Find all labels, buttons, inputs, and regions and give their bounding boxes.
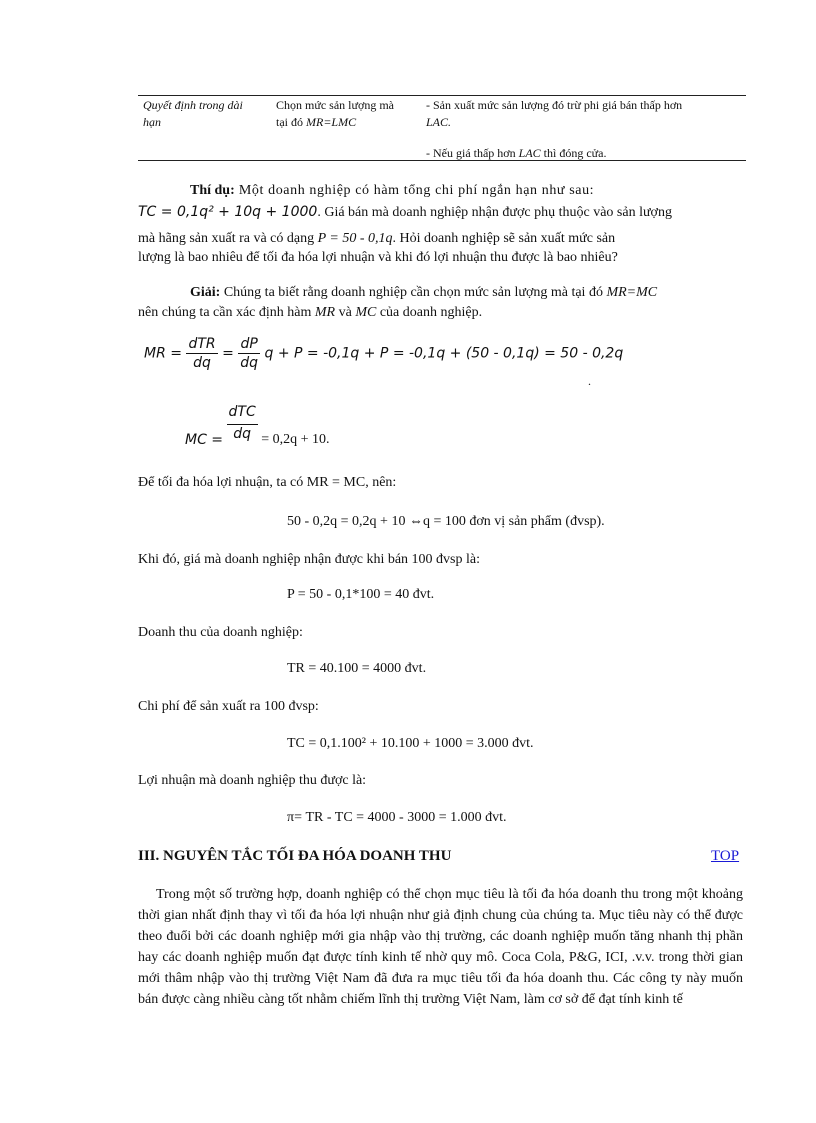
solution-line2-prefix: nên chúng ta cần xác định hàm xyxy=(138,305,315,320)
example-line-3 xyxy=(138,230,615,248)
example-line-4: lượng là bao nhiêu để tối đa hóa lợi nhuận và khi đó lợi nhuận thu được là bao nhiêu? xyxy=(138,250,618,265)
table-cell-rule xyxy=(276,97,424,131)
section-heading: III. NGUYÊN TẮC TỐI ĐA HÓA DOANH THU xyxy=(138,848,452,864)
step-1-equation: 50 - 0,2q = 0,2q + 10 ⇔q = 100 đơn vị sản phẩm (đvsp). xyxy=(287,514,605,529)
mc-rest: = 0,2q + 10. xyxy=(261,432,330,447)
stray-mark: . xyxy=(588,374,591,388)
step-2-equation: P = 50 - 0,1*100 = 40 đvt. xyxy=(287,587,435,602)
solution-mc: MC xyxy=(355,305,377,320)
table-cell-action xyxy=(426,97,746,131)
solution-line-2 xyxy=(138,304,482,322)
mr-equation xyxy=(144,336,623,371)
table-cell-decision xyxy=(143,97,268,131)
table-cell-decision-line2: hạn xyxy=(143,115,161,129)
table-bottom-rule xyxy=(138,160,746,161)
table-cell-action-line3-prefix: - Nếu giá thấp hơn xyxy=(426,146,519,160)
example-price-function: P = 50 - 0,1q xyxy=(317,231,393,246)
step-4-equation: TC = 0,1.100² + 10.100 + 1000 = 3.000 đvt. xyxy=(287,736,534,751)
solution-mr-mc: MR=MC xyxy=(606,285,658,300)
mc-fraction-dtc-dq xyxy=(227,404,258,450)
mr-frac2-num: dP xyxy=(240,336,258,352)
mr-eq-sign: = xyxy=(222,345,234,362)
example-text-2: . Giá bán mà doanh nghiệp nhận được phụ thuộc vào sản lượng xyxy=(317,205,672,220)
table-cell-action-line1: - Sản xuất mức sản lượng đó trừ phi giá bán thấp hơn xyxy=(426,98,683,112)
solution-text-1: Chúng ta biết rằng doanh nghiệp cần chọn mức sản lượng mà tại đó xyxy=(220,285,607,300)
table-top-rule xyxy=(138,95,746,96)
solution-line2-suffix: của doanh nghiệp. xyxy=(376,305,483,320)
table-cell-decision-line1: Quyết định trong dài xyxy=(143,98,243,112)
mc-lhs: MC = xyxy=(185,432,224,448)
solution-line-1 xyxy=(190,284,657,302)
step-1-text: Để tối đa hóa lợi nhuận, ta có MR = MC, nên: xyxy=(138,475,397,490)
tc-formula: TC = 0,1q² + 10q + 1000 xyxy=(138,204,318,220)
top-link[interactable]: TOP xyxy=(711,848,740,864)
step-4-text: Chi phí để sản xuất ra 100 đvsp: xyxy=(138,699,319,714)
mr-frac1-den: dq xyxy=(186,353,217,371)
section-paragraph: Trong một số trường hợp, doanh nghiệp có thể chọn mục tiêu là tối đa hóa doanh thu trong một khoảng thời gian nhất định thay vì tối đa hóa lợi nhuận như giả định chung của chúng ta. Mục tiêu này có thể được theo đuổi bởi các doanh nghiệp mới gia nhập vào thị trường, các doanh nghiệp muốn tăng nhanh thị phần hay các doanh nghiệp muốn đạt được tính kinh tế nhờ quy mô. Coca Cola, P&G, ICI, .v.v. trong thời gian mới thâm nhập vào thị trường Việt Nam đã đưa ra mục tiêu tối đa hóa doanh thu. Các công ty này muốn bán được càng nhiều càng tốt nhằm chiếm lĩnh thị trường Việt Nam, làm cơ sở để đạt tính kinh tế xyxy=(138,887,743,1007)
step-5-equation: π= TR - TC = 4000 - 3000 = 1.000 đvt. xyxy=(287,810,507,825)
table-cell-rule-line2-prefix: tại đó xyxy=(276,115,306,129)
table-cell-action-line2: LAC. xyxy=(426,115,452,129)
table-cell-action-line3-math: LAC xyxy=(518,146,541,160)
step-3-equation: TR = 40.100 = 4000 đvt. xyxy=(287,661,427,676)
mr-lhs: MR = xyxy=(144,345,182,362)
example-label: Thí dụ: xyxy=(190,183,235,198)
solution-label: Giải: xyxy=(190,285,221,300)
mr-frac2-den: dq xyxy=(240,355,259,371)
solution-line2-mid: và xyxy=(335,305,356,320)
mc-frac-den: dq xyxy=(227,424,258,450)
solution-mr: MR xyxy=(314,305,336,320)
mc-frac-num: dTC xyxy=(228,404,256,420)
mr-fraction-dtr-dq xyxy=(186,336,217,371)
example-line-1 xyxy=(190,182,594,200)
mr-frac1-num: dTR xyxy=(188,336,216,352)
example-line3-prefix: mà hãng sản xuất ra và có dạng xyxy=(138,231,318,246)
table-cell-rule-line1: Chọn mức sản lượng mà xyxy=(276,98,395,112)
step-2-text: Khi đó, giá mà doanh nghiệp nhận được khi bán 100 đvsp là: xyxy=(138,552,480,567)
example-line-2 xyxy=(138,203,672,222)
step-5-text: Lợi nhuận mà doanh nghiệp thu được là: xyxy=(138,773,367,788)
mr-fraction-dp-dq xyxy=(238,336,260,371)
step-3-text: Doanh thu của doanh nghiệp: xyxy=(138,625,303,640)
mc-equation xyxy=(185,404,330,450)
example-text-1: Một doanh nghiệp có hàm tổng chi phí ngắn hạn như sau: xyxy=(234,183,595,198)
mr-rest: q + P = -0,1q + P = -0,1q + (50 - 0,1q) = 50 - 0,2q xyxy=(264,345,624,362)
table-cell-action-line3-suffix: thì đóng cửa. xyxy=(540,146,607,160)
table-cell-rule-line2-math: MR=LMC xyxy=(306,115,357,129)
example-line3-suffix: . Hỏi doanh nghiệp sẽ sản xuất mức sản xyxy=(392,231,616,246)
